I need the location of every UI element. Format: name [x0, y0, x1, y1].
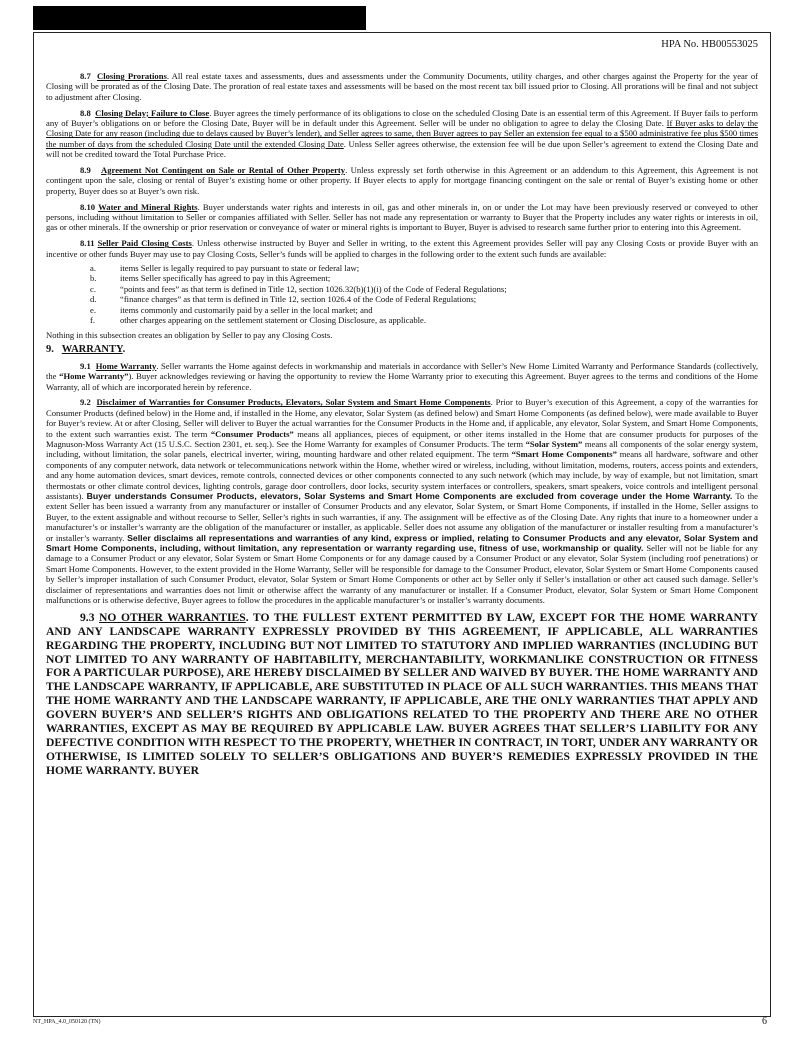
list-text: items Seller specifically has agreed to pay in this Agreement; [120, 273, 331, 284]
disclaimer-statement: Seller disclaims all representations and warranties of any kind, express or implied, relating to Consumer Products and any elevator, Solar System and Smart Home Components, including, without limitation, any representation or warranty regarding use, fitness of use, workmanship or quality. [46, 532, 758, 553]
section-9-heading [46, 345, 758, 355]
section-number: 9.1 [80, 360, 91, 371]
section-8-8 [46, 108, 758, 160]
section-8-11-closing: Nothing in this subsection creates an obligation by Seller to pay any Closing Costs. [46, 329, 333, 340]
list-letter: c. [90, 283, 96, 294]
section-number: 8.7 [80, 71, 91, 81]
list-letter: b. [90, 273, 97, 284]
section-number: 8.8 [80, 107, 91, 118]
list-letter: d. [90, 294, 97, 305]
section-text: ). Buyer acknowledges reviewing or having the opportunity to review the Home Warranty prior to executing this Agreement. Buyer agrees to the terms and conditions of the Home Warranty, all of which are incorporated herein by reference. [46, 371, 758, 392]
section-number: 8.10 [80, 201, 96, 212]
extension-fee-clause: If Buyer asks to delay the Closing Date for any reason (including due to delays caused by Buyer’s lender), and Seller agrees to same, then Buyer agrees to pay Seller an extension fee equal to a $500 administrative fee plus $500 times the number of days from the scheduled Closing Date until the extended Closing Date [46, 118, 758, 149]
section-title: Disclaimer of Warranties for Consumer Products, Elevators, Solar System and Smart Home Components [96, 397, 491, 408]
section-number: 9.2 [80, 397, 91, 408]
section-8-9 [46, 165, 758, 196]
list-text: “finance charges” as that term is defined in Title 12, section 1026.4 of the Code of Federal Regulations; [120, 294, 477, 305]
section-text: . Seller warrants the Home against defects in workmanship and materials in accordance with Seller’s New Home Limited Warranty and Performance Standards (collectively, the [46, 360, 758, 382]
list-item [46, 315, 758, 325]
section-title: Closing Prorations [97, 71, 167, 81]
section-title: Seller Paid Closing Costs [97, 238, 192, 249]
section-text: To the extent Seller has been issued a warranty from any manufacturer or installer of Consumer Products and any elevator, Solar System, or Smart Home Components, if installed in the Home, Seller assigns to Buyer, to the extent assignable and without recourse to Seller, Seller’s rights in such warranties, if any. The assignment will be effective as of the Closing Date. Any rights that inure to a homeowner under a manufacturer’s or installer’s warranty are the obligation of the manufacturer or installer, as applicable. Seller does not assume any obligation of the manufacturer or installer resulting from a manufacturer’s or installer’s warranty. [46, 490, 758, 543]
closing-cost-order-list [46, 263, 758, 325]
section-title: Agreement Not Contingent on Sale or Rental of Other Property [101, 165, 346, 176]
list-letter: a. [90, 263, 96, 274]
section-number: 9. [46, 344, 54, 356]
section-8-10 [46, 202, 758, 233]
list-item [46, 305, 758, 315]
section-text: means all appliances, pieces of equipment, or other items installed in the Home that are consumer products for purposes of the Magnuson-Moss Warranty Act (15 U.S.C. Section 2301, et. seq.). See the Home Warranty for examples of Consumer Products. The term [46, 428, 758, 449]
list-text: items Seller is legally required to pay pursuant to state or federal law; [120, 263, 360, 274]
form-identifier: NT_HPA_4.0_050120 (TN) [33, 1019, 101, 1025]
section-number: 8.9 [80, 165, 91, 176]
defined-term: “Consumer Products” [210, 428, 294, 439]
section-8-7 [46, 71, 758, 102]
list-text: items commonly and customarily paid by a seller in the local market; and [120, 304, 373, 315]
list-item [46, 284, 758, 294]
section-text: means all components of the solar energy system, including, without limitation, the solar panels, electrical inverter, wiring, mounting hardware and other related equipment. The term [46, 438, 758, 460]
section-text: . Prior to Buyer’s execution of this Agreement, a copy of the warranties for Consumer Products (defined below) in the Home and, if installed in the Home, any elevator, Solar System (as defined below) and Smart Home Components (as defined below), were made available to Buyer for Buyer’s review. At or after Closing, Seller will deliver to Buyer the actual warranties for the Consumer Products in the Home and, if applicable, any elevator, Solar System, and Smart Home Components, to the extent such warranties exist. The term [46, 397, 758, 439]
section-text: Seller will not be liable for any damage to a Consumer Product or any elevator, Solar System or Smart Home Components or for any damage caused by a Consumer Product or any elevator, Solar System (including roof penetrations) or Smart Home Components. However, to the extent provided in the Home Warranty, Seller will be responsible for damage to the Consumer Product, elevator, Solar System or Smart Home Components caused by Seller’s improper installation of such Consumer Product, elevator, Solar System or Smart Home Components or other act by Seller only if Seller’s installation or other act caused such damage. Seller’s disclaimer of representations and warranties does not limit or otherwise affect the warranty of any manufacturer or installer. If a Consumer Product, elevator, Solar System or Smart Home Component malfunctions or is otherwise defective, Buyer agrees to follow the procedures in the applicable manufacturer’s or installer’s warranty documents. [46, 543, 758, 606]
section-text: . TO THE FULLEST EXTENT PERMITTED BY LAW, EXCEPT FOR THE HOME WARRANTY AND ANY LANDSCAPE WARRANTY EXPRESSLY PROVIDED BY THIS AGREEMENT, IF APPLICABLE, ALL WARRANTIES REGARDING THE PROPERTY, INCLUDING BUT NOT LIMITED TO STATUTORY AND IMPLIED WARRANTIES (INCLUDING BUT NOT LIMITED TO ANY WARRANTY OF HABITABILITY, MERCHANTABILITY, WORKMANLIKE CONSTRUCTION OR FITNESS FOR A PARTICULAR PURPOSE), ARE HEREBY DISCLAIMED BY SELLER AND WAIVED BY BUYER. THE HOME WARRANTY AND THE LANDSCAPE WARRANTY, IF APPLICABLE, ARE SUBSTITUTED IN PLACE OF ALL SUCH WARRANTIES. THIS MEANS THAT THE HOME WARRANTY AND THE LANDSCAPE WARRANTY, IF APPLICABLE, ARE THE ONLY WARRANTIES THAT APPLY AND GOVERN BUYER’S AND SELLER’S RIGHTS AND OBLIGATIONS RELATED TO THE PROPERTY AND THERE ARE NO OTHER WARRANTIES, EXCEPT AS MAY BE REQUIRED BY APPLICABLE LAW. BUYER AGREES THAT SELLER’S LIABILITY FOR ANY DEFECTIVE CONDITION WITH RESPECT TO THE PROPERTY, WHETHER IN CONTRACT, IN TORT, UNDER ANY WARRANTY OR OTHERWISE, IS LIMITED SOLELY TO SELLER’S OBLIGATIONS AND BUYER’S REMEDIES EXPRESSLY PROVIDED IN THE HOME WARRANTY. BUYER [46, 610, 758, 777]
list-item [46, 263, 758, 273]
section-text: . All real estate taxes and assessments, dues and assessments under the Community Documents, utility charges, and other charges against the Property for the year of Closing will be prorated as of the Closing Date. The proration of real estate taxes and assessments will be based on the most recent tax bill issued prior to Closing. All prorations will be final and not subject to adjustment after Closing. [46, 71, 759, 102]
redaction-bar [33, 6, 366, 30]
hpa-number: HPA No. HB00553025 [661, 39, 758, 50]
section-dot: . [122, 344, 126, 356]
section-text: . Unless expressly set forth otherwise in this Agreement or an addendum to this Agreement, this Agreement is not contingent upon the sale, closing or rental of Buyer’s existing home or other property. If Buyer elects to apply for mortgage financing contingent on the sale or rental of Buyer’s existing home or other property, Buyer does so at Buyer’s own risk. [46, 165, 758, 196]
list-letter: f. [90, 315, 96, 326]
defined-term: “Smart Home Components” [511, 449, 617, 460]
section-title: NO OTHER WARRANTIES [99, 610, 246, 624]
section-text: . Buyer agrees the timely performance of its obligations to close on the scheduled Closing Date is an essential term of this Agreement. If Buyer fails to perform any of Buyer’s obligations on or before the Closing Date, Buyer will be in default under this Agreement. Seller will be under no obligation to agree to delay the Closing Date. [46, 107, 758, 129]
section-8-11 [46, 238, 758, 259]
list-text: other charges appearing on the settlement statement or Closing Disclosure, as applicable. [120, 315, 427, 326]
section-text: . Unless otherwise instructed by Buyer and Seller in writing, to the extent this Agreement provides Seller will pay any Closing Costs or provide Buyer with an incentive or other funds Buyer may use to pay Closing Costs, Seller’s funds will be applied to charges in the following order to the extent such funds are available: [46, 238, 758, 259]
list-letter: e. [90, 304, 96, 315]
section-9-1 [46, 361, 758, 392]
document-body [46, 71, 758, 783]
defined-term: “Solar System” [525, 438, 583, 449]
list-item [46, 273, 758, 283]
section-title: Closing Delay; Failure to Close [95, 107, 210, 118]
exclusion-statement: Buyer understands Consumer Products, elevators, Solar Systems and Smart Home Components are excluded from coverage under the Home Warranty. [86, 490, 733, 501]
section-text: means all hardware, software and other components of any computer network, data network or telecommunications network within the Home, whether wired or wireless, including, without limitation, modems, routers, access points and extenders, and any home automation devices, smart devices, remote controls, connected devices or other components connected to any such network (which may include, by way of example, but not limitation, smart thermostats or other climate control devices, lighting controls, garage door controllers, door locks, security system interfaces or controllers, speakers, smart speakers, voice controls and intelligent personal assistants). [46, 449, 759, 501]
page-number: 6 [762, 1016, 767, 1027]
section-text: . Unless Seller agrees otherwise, the extension fee will be due upon Seller’s agreement to extend the Closing Date and will not be credited toward the Total Purchase Price. [46, 138, 758, 160]
section-title: Water and Mineral Rights [98, 201, 198, 212]
defined-term: “Home Warranty” [59, 371, 129, 382]
section-title: Home Warranty [95, 360, 157, 371]
list-text: “points and fees” as that term is defined in Title 12, section 1026.32(b)(1)(i) of the Code of Federal Regulations; [120, 283, 507, 294]
section-number: 8.11 [80, 238, 95, 249]
section-text: . Buyer understands water rights and interests in oil, gas and other minerals in, on or under the Lot may have been previously reserved or conveyed to other persons, including without limitation to Seller or companies affiliated with Seller. Seller has not made any representation or warranty to Buyer that the Property includes any water rights or interests in oil, gas or other minerals. If the ownership or prior reservation or conveyance of water or mineral rights is important to Buyer, Buyer is advised to research same further prior to entering into this Agreement. [46, 201, 758, 233]
section-9-3 [46, 611, 758, 778]
section-9-2 [46, 397, 758, 605]
page-frame [33, 32, 771, 1017]
section-title: WARRANTY [61, 344, 123, 356]
list-item [46, 294, 758, 304]
section-number: 9.3 [80, 610, 95, 624]
